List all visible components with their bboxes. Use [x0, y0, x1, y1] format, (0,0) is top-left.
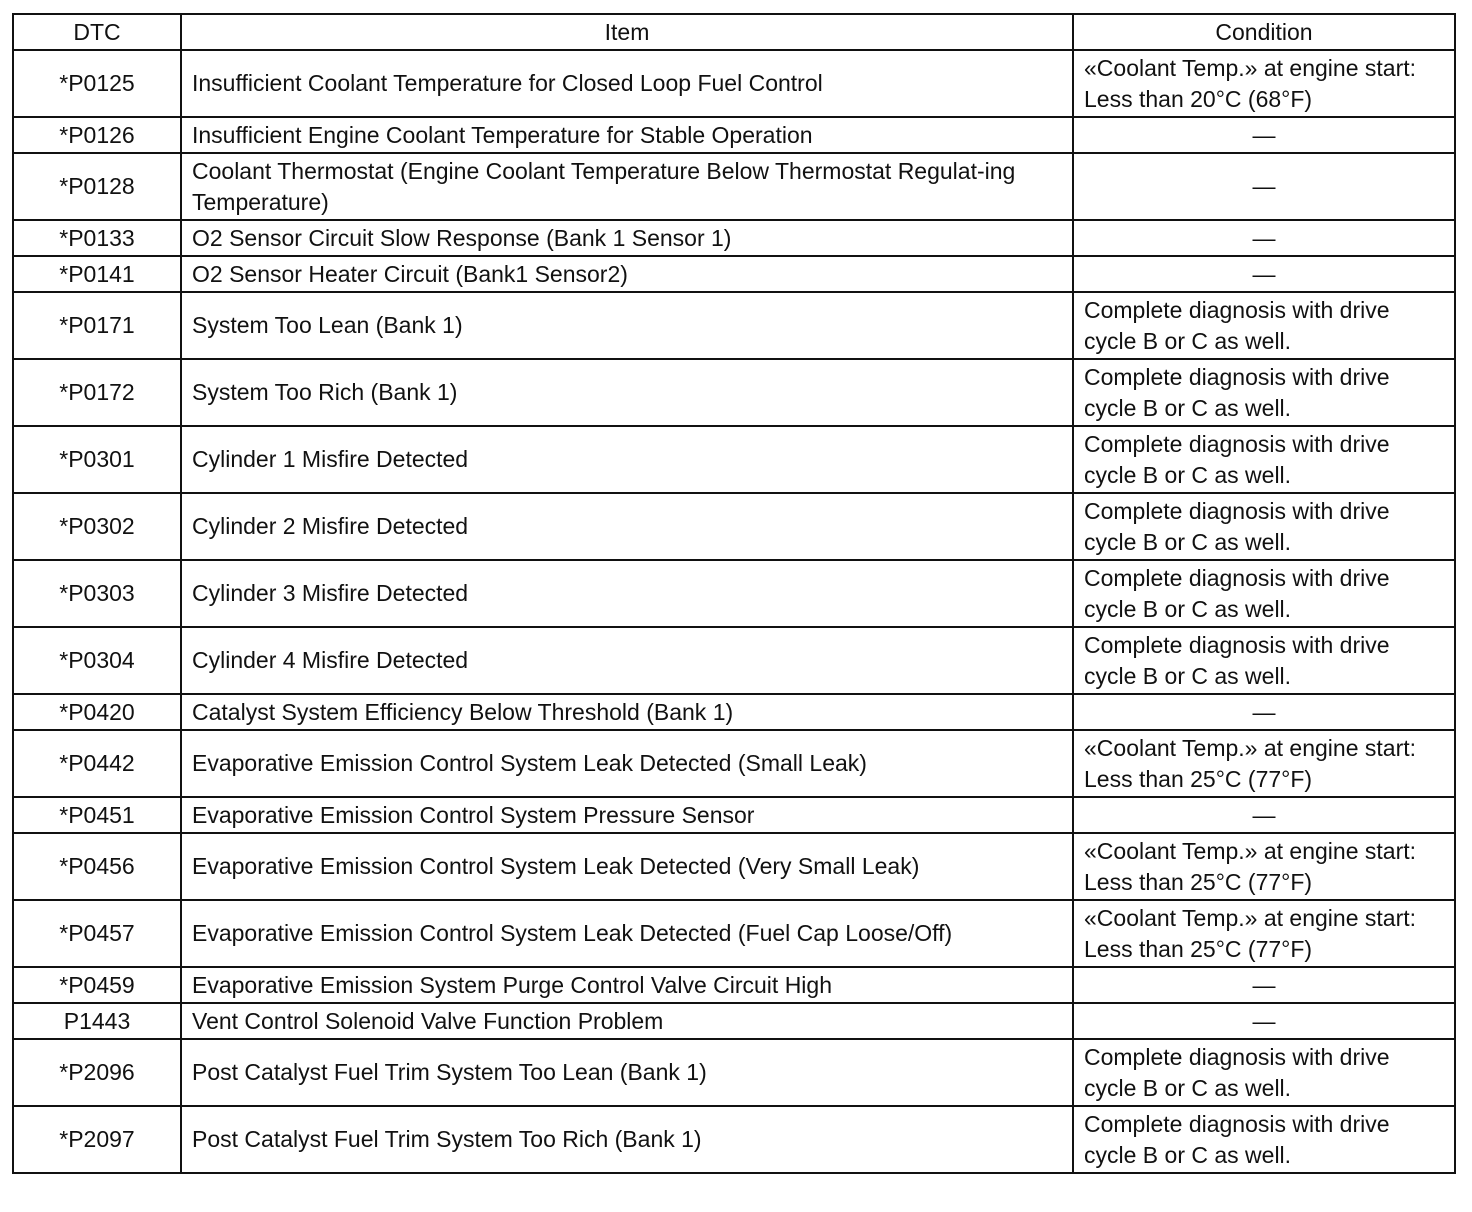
dtc-item: O2 Sensor Circuit Slow Response (Bank 1 Sensor 1)	[181, 220, 1073, 256]
dtc-item: Post Catalyst Fuel Trim System Too Lean (Bank 1)	[181, 1039, 1073, 1106]
dtc-condition: —	[1073, 220, 1455, 256]
table-row	[13, 560, 1455, 627]
dtc-code: *P0456	[13, 833, 181, 900]
dtc-condition: —	[1073, 256, 1455, 292]
dtc-code: P1443	[13, 1003, 181, 1039]
table-row	[13, 694, 1455, 730]
dtc-code: *P0303	[13, 560, 181, 627]
dtc-code: *P0459	[13, 967, 181, 1003]
dtc-code: *P2097	[13, 1106, 181, 1173]
dtc-item: O2 Sensor Heater Circuit (Bank1 Sensor2)	[181, 256, 1073, 292]
dtc-code: *P0133	[13, 220, 181, 256]
dtc-condition: —	[1073, 967, 1455, 1003]
dtc-item: Cylinder 3 Misfire Detected	[181, 560, 1073, 627]
dtc-code: *P2096	[13, 1039, 181, 1106]
dtc-condition: Complete diagnosis with drive cycle B or C as well.	[1073, 493, 1455, 560]
table-row	[13, 1003, 1455, 1039]
dtc-code: *P0172	[13, 359, 181, 426]
table-row	[13, 900, 1455, 967]
table-row	[13, 833, 1455, 900]
dtc-item: System Too Lean (Bank 1)	[181, 292, 1073, 359]
dtc-item: Evaporative Emission Control System Leak Detected (Small Leak)	[181, 730, 1073, 797]
dtc-condition: Complete diagnosis with drive cycle B or C as well.	[1073, 359, 1455, 426]
dtc-code: *P0128	[13, 153, 181, 220]
table-row	[13, 256, 1455, 292]
dtc-condition: «Coolant Temp.» at engine start: Less than 25°C (77°F)	[1073, 730, 1455, 797]
dtc-condition: «Coolant Temp.» at engine start: Less than 20°C (68°F)	[1073, 50, 1455, 117]
dtc-item: Evaporative Emission Control System Pressure Sensor	[181, 797, 1073, 833]
dtc-condition: —	[1073, 694, 1455, 730]
table-row	[13, 426, 1455, 493]
table-row	[13, 1106, 1455, 1173]
header-item: Item	[181, 14, 1073, 50]
dtc-code: *P0451	[13, 797, 181, 833]
dtc-code: *P0302	[13, 493, 181, 560]
table-row	[13, 967, 1455, 1003]
dtc-condition: «Coolant Temp.» at engine start: Less than 25°C (77°F)	[1073, 833, 1455, 900]
dtc-condition: «Coolant Temp.» at engine start: Less than 25°C (77°F)	[1073, 900, 1455, 967]
dtc-code: *P0126	[13, 117, 181, 153]
dtc-item: Cylinder 2 Misfire Detected	[181, 493, 1073, 560]
dtc-item: Catalyst System Efficiency Below Threshold (Bank 1)	[181, 694, 1073, 730]
dtc-table	[12, 13, 1456, 1174]
table-row	[13, 493, 1455, 560]
dtc-item: System Too Rich (Bank 1)	[181, 359, 1073, 426]
dtc-condition: Complete diagnosis with drive cycle B or C as well.	[1073, 627, 1455, 694]
table-row	[13, 359, 1455, 426]
table-row	[13, 220, 1455, 256]
dtc-code: *P0457	[13, 900, 181, 967]
dtc-item: Coolant Thermostat (Engine Coolant Temperature Below Thermostat Regulat-ing Temperature)	[181, 153, 1073, 220]
dtc-code: *P0442	[13, 730, 181, 797]
dtc-condition: —	[1073, 1003, 1455, 1039]
header-row	[13, 14, 1455, 50]
table-row	[13, 292, 1455, 359]
dtc-condition: Complete diagnosis with drive cycle B or C as well.	[1073, 1106, 1455, 1173]
dtc-condition: —	[1073, 153, 1455, 220]
dtc-condition: Complete diagnosis with drive cycle B or C as well.	[1073, 1039, 1455, 1106]
dtc-code: *P0420	[13, 694, 181, 730]
dtc-condition: Complete diagnosis with drive cycle B or C as well.	[1073, 560, 1455, 627]
dtc-item: Cylinder 1 Misfire Detected	[181, 426, 1073, 493]
table-row	[13, 153, 1455, 220]
table-row	[13, 50, 1455, 117]
table-row	[13, 730, 1455, 797]
dtc-code: *P0125	[13, 50, 181, 117]
dtc-item: Post Catalyst Fuel Trim System Too Rich (Bank 1)	[181, 1106, 1073, 1173]
dtc-code: *P0301	[13, 426, 181, 493]
dtc-item: Evaporative Emission Control System Leak Detected (Very Small Leak)	[181, 833, 1073, 900]
dtc-item: Insufficient Engine Coolant Temperature for Stable Operation	[181, 117, 1073, 153]
dtc-condition: Complete diagnosis with drive cycle B or C as well.	[1073, 426, 1455, 493]
dtc-item: Insufficient Coolant Temperature for Closed Loop Fuel Control	[181, 50, 1073, 117]
dtc-condition: —	[1073, 797, 1455, 833]
dtc-condition: Complete diagnosis with drive cycle B or C as well.	[1073, 292, 1455, 359]
dtc-item: Evaporative Emission Control System Leak Detected (Fuel Cap Loose/Off)	[181, 900, 1073, 967]
dtc-item: Evaporative Emission System Purge Control Valve Circuit High	[181, 967, 1073, 1003]
table-row	[13, 627, 1455, 694]
table-row	[13, 797, 1455, 833]
table-row	[13, 117, 1455, 153]
dtc-code: *P0141	[13, 256, 181, 292]
table-row	[13, 1039, 1455, 1106]
dtc-code: *P0171	[13, 292, 181, 359]
header-dtc: DTC	[13, 14, 181, 50]
header-condition: Condition	[1073, 14, 1455, 50]
dtc-item: Cylinder 4 Misfire Detected	[181, 627, 1073, 694]
dtc-condition: —	[1073, 117, 1455, 153]
dtc-item: Vent Control Solenoid Valve Function Problem	[181, 1003, 1073, 1039]
dtc-code: *P0304	[13, 627, 181, 694]
